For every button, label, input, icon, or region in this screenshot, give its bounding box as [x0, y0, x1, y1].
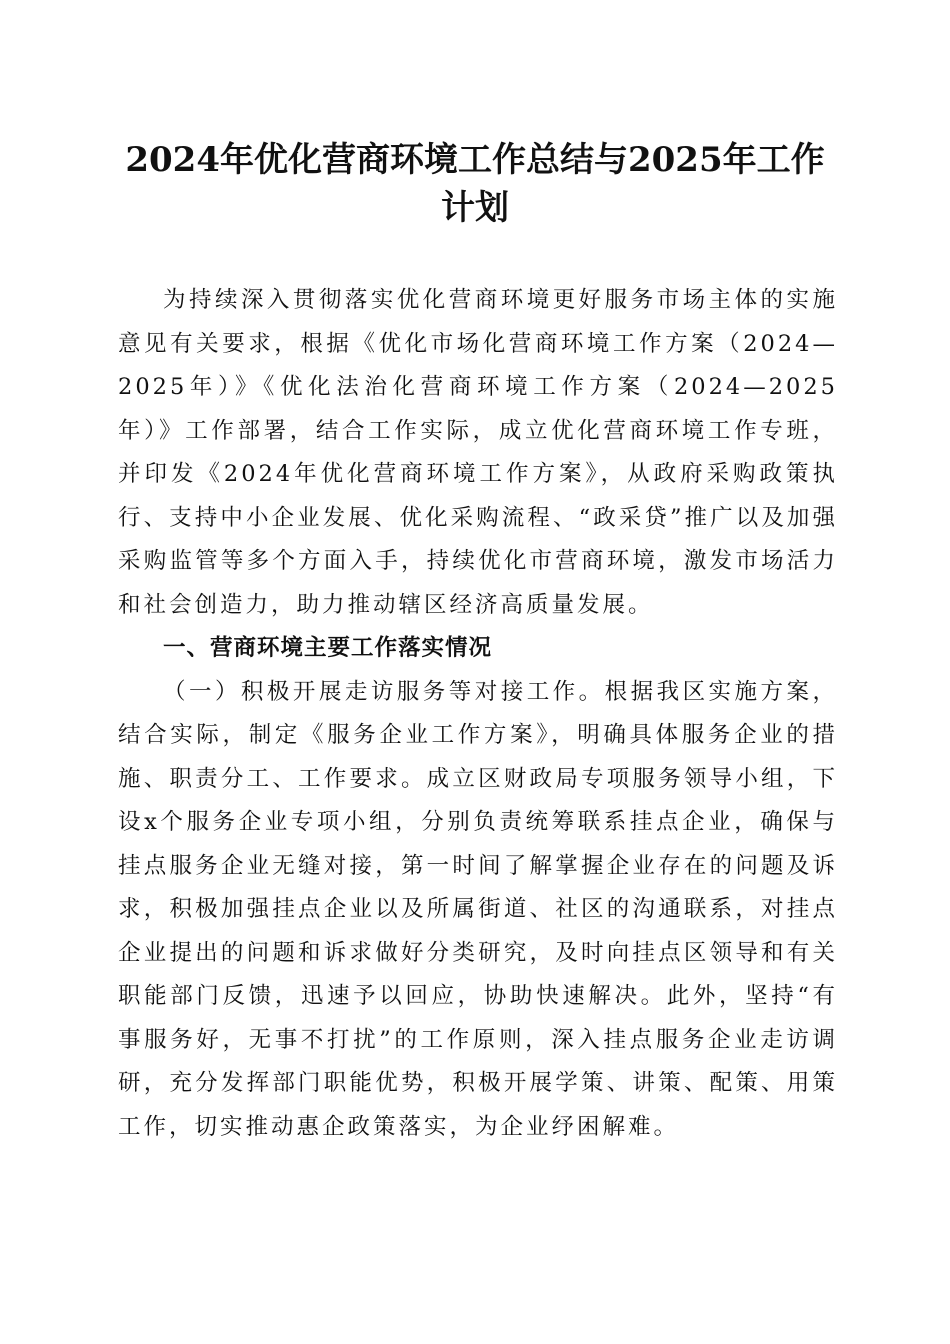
title-line-1: 2024年优化营商环境工作总结与2025年工作: [125, 140, 825, 180]
item-body: 根据我区实施方案，结合实际，制定《服务企业工作方案》，明确具体服务企业的措施、职责分工、工作要求。成立区财政局专项服务领导小组，下设x个服务企业专项小组，分别负责统筹联系挂点企业，确保与挂点服务企业无缝对接，第一时间了解掌握企业存在的问题及诉求，积极加强挂点企业以及所属街道、社区的沟通联系，对挂点企业提出的问题和诉求做好分类研究，及时向挂点区领导和有关职能部门反馈，迅速予以回应，协助快速解决。此外，坚持“有事服务好，无事不打扰”的工作原则，深入挂点服务企业走访调研，充分发挥部门职能优势，积极开展学策、讲策、配策、用策工作，切实推动惠企政策落实，为企业纾困解难。: [118, 678, 838, 1140]
title-line-2: 计划: [441, 188, 509, 228]
intro-paragraph: 为持续深入贯彻落实优化营商环境更好服务市场主体的实施意见有关要求，根据《优化市场化营商环境工作方案（2024—2025年）》《优化法治化营商环境工作方案（2024—2025年）》工作部署，结合工作实际，成立优化营商环境工作专班，并印发《2024年优化营商环境工作方案》，从政府采购政策执行、支持中小企业发展、优化采购流程、“政采贷”推广以及加强采购监管等多个方面入手，持续优化市营商环境，激发市场活力和社会创造力，助力推动辖区经济高质量发展。: [118, 287, 838, 618]
section-item-paragraph: [118, 671, 838, 1150]
section-heading: 一、营商环境主要工作落实情况: [163, 635, 493, 661]
item-heading: （一）积极开展走访服务等对接工作。: [163, 678, 605, 705]
document-body: [118, 279, 838, 1149]
document-title: [100, 136, 850, 232]
